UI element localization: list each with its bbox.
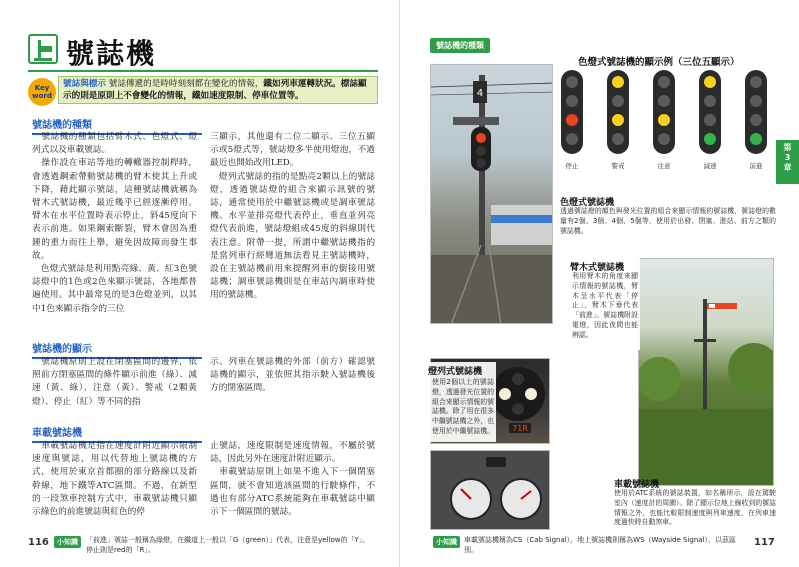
chapter-tab: 第 3 章 — [776, 140, 799, 184]
signal-lamp-off — [750, 95, 762, 107]
semaphore-note — [568, 258, 640, 350]
section-tag: 號誌機的種類 — [430, 38, 490, 53]
keyword-box — [58, 76, 378, 104]
semaphore-text: 利用臂木的角度來顯示情報的號誌機，臂木呈水平代表「停止」，臂木下垂代表「前進」。號誌機附設電燈，因此夜間也能辨認。 — [572, 272, 638, 339]
position-light-text: 使用2個以上的號誌燈，透過發光位置的組合來顯示情報的號誌機。除了用在很多中繼號誌機之外，也使用於中繼號誌機。 — [432, 378, 495, 435]
signal-lamp-off — [750, 76, 762, 88]
signal-lamp-off — [658, 76, 670, 88]
signal-lamp-off — [704, 95, 716, 107]
signal-lamp-yellow — [612, 114, 624, 126]
signal-lamp-green — [750, 133, 762, 145]
semaphore-illustration — [639, 259, 774, 486]
signal-label: 警戒 — [611, 162, 625, 170]
signal-unit — [653, 70, 675, 154]
svg-text:71R: 71R — [512, 424, 528, 433]
signal-unit — [699, 70, 721, 154]
page-title: 號誌機 — [66, 37, 157, 70]
signal-label: 前進 — [749, 162, 763, 170]
signal-unit — [607, 70, 629, 154]
signal-lamp-off — [704, 114, 716, 126]
signal-chart-title: 色燈式號誌機的顯示例（三位五顯示） — [578, 57, 740, 68]
section-heading-cab: 車載號誌機 — [32, 424, 202, 443]
section-heading-display: 號誌機的顯示 — [32, 340, 202, 359]
left-page — [0, 0, 399, 567]
tip-badge-right: 小知識 — [433, 536, 460, 548]
cab-signal-photo — [430, 450, 550, 530]
signal-lamp-yellow — [612, 76, 624, 88]
signal-lamp-off — [658, 95, 670, 107]
keyword-badge: Key word — [28, 78, 56, 106]
page-number-right: 117 — [754, 537, 775, 548]
svg-text:4: 4 — [476, 88, 484, 99]
signal-photo-illustration — [431, 65, 553, 324]
signal-lamp-off — [612, 95, 624, 107]
position-light-note — [426, 362, 496, 442]
signal-unit — [745, 70, 767, 154]
color-light-text: 透過號誌燈的顏色與發光位置的組合來顯示情報的號誌機，號誌燈的數量有2個、3個、4個、5個等，使用於出發、閉塞、進站、前方之類的號誌機。 — [560, 207, 776, 235]
signal-lamp-off — [566, 95, 578, 107]
cab-signal-text: 使用於ATC系統的號誌裝置，如名稱所示，設在駕駛室內（速度計的周圍）。除了顯示位地上線收到的號誌情報之外，也能比較限制速度與列車速度，在列車速度過快時自動煞車。 — [614, 489, 776, 527]
tip-text-right: 車載號誌機稱為CS（Cab Signal），地上號誌機則稱為WS（Wayside Signal），以茲區別。 — [464, 536, 737, 554]
section-cab-col1: 車載號誌機是指在速度計附近顯示限制速度與號誌，用以代替地上號誌機的方式，使用於東京首都圈的部分路線以及新幹線，地下鐵等ATC區間。不過，在新型的一段煞車控制方式中，車載號誌機只顯示綠色的前進號誌與紅色的停 — [32, 441, 197, 518]
semaphore-heading: 臂木式號誌機 — [570, 263, 625, 273]
semaphore-photo — [638, 258, 774, 486]
signal-label: 減速 — [703, 162, 717, 170]
section-display-col1: 號誌機原則上設在閉塞區間的邊界，依照前方閉塞區間的條件顯示前進（綠）、減速（黃、綠）、注意（黃）、警戒（2顆黃燈）、停止（紅）等不同的指 — [32, 357, 197, 407]
cab-signal-heading: 車載號誌機 — [614, 480, 660, 490]
section-heading-types: 號誌機的種類 — [32, 116, 202, 135]
signal-lamp-yellow — [658, 114, 670, 126]
tip-badge-left: 小知識 — [54, 536, 81, 548]
signal-lamp-off — [612, 133, 624, 145]
keyword-text-2: 鐵如列車運轉狀況。標誌顯示的則是原則上不會變化的情報， — [63, 79, 367, 101]
signal-label: 停止 — [565, 162, 579, 170]
keyword-text-3: 鐵如速度限制、停車位置等。 — [191, 91, 304, 101]
signal-unit — [561, 70, 583, 154]
right-page — [400, 0, 799, 567]
section-display-col2: 示。列車在號誌機的外部（前方）確認號誌機的顯示，並依照其指示駛入號誌機後方的閉塞區間。 — [210, 357, 375, 394]
signal-icon — [28, 34, 58, 64]
section-types-col1: 號誌機的種類包括臂木式、色燈式、燈列式以及車載號誌。 操作設在車站等地的轉轍器控制桿時，會透過鋼索帶動號誌機的臂木使其上升或下降，藉此顯示號誌，這種號誌機就稱為臂木式號誌機，最近幾乎已經逐漸停用。臂木在水平位置時表示停止，斜45度向下表示前進。如果鋼索斷裂，臂木會因為重錘的重力而往上舉，避免因故障而發生事故。 色燈式號誌是利用點亮綠、黃、紅3色號誌燈中的1色或2色來顯示號誌，各地都普遍使用。其中最常見的是3色燈並列，以其中1色來顯示指令的三位 — [32, 132, 197, 314]
signal-lamp-yellow — [704, 76, 716, 88]
cab-signal-illustration — [431, 451, 550, 530]
signal-lamp-off — [750, 114, 762, 126]
keyword-label: 號誌與標示 — [63, 79, 106, 89]
signal-label: 注意 — [657, 162, 671, 170]
keyword-text-1: 號誌傳遞的是時時刻刻都在變化的情報， — [108, 79, 264, 89]
signal-lamp-off — [566, 76, 578, 88]
signal-photo — [430, 64, 553, 324]
title-divider — [28, 70, 378, 72]
color-light-heading: 色燈式號誌機 — [560, 198, 615, 208]
page-number-left: 116 — [28, 537, 49, 548]
position-light-heading: 燈列式號誌機 — [428, 367, 483, 377]
section-types-col2: 三顯示，其他還有二位二顯示、三位五顯示或5燈式等，號誌燈多半使用燈泡，不過最近也開始改用LED。 燈列式號誌的指的是點亮2顆以上的號誌燈，透過號誌燈的組合來顯示訊號的號誌，通常使用於中繼號誌機或是調車號誌機。水平並排亮燈代表停止，垂直並列亮燈代表前進，號誌燈組成45度的斜線則代表注意。附帶一提，所謂中繼號誌機指的是當列車行經彎道無法看見主號誌機時，設在主號誌機前用來提醒列車的銜接用號誌機；調車號誌機則是在車站內調車時使用的號誌機。 — [210, 132, 375, 301]
signal-lamp-green — [704, 133, 716, 145]
section-cab-col2: 止號誌，速度限制是速度情報，不屬於號誌，因此另外在速度計附近顯示。 車載號誌原則上如果不進入下一個閉塞區間，就不會知道該區間的行駛條件，不過也有部分ATC系統能夠在車載號誌中顯示下一個區間的號誌。 — [210, 441, 375, 518]
tip-text-left: 「前進」號誌一般稱為綠燈，在鐵道上一般以「G（green）」代表，注意是yellow的「Y」、停止則是red的「R」。 — [86, 536, 370, 554]
signal-lamp-off — [658, 133, 670, 145]
signal-lamp-off — [566, 133, 578, 145]
signal-lamp-red — [566, 114, 578, 126]
